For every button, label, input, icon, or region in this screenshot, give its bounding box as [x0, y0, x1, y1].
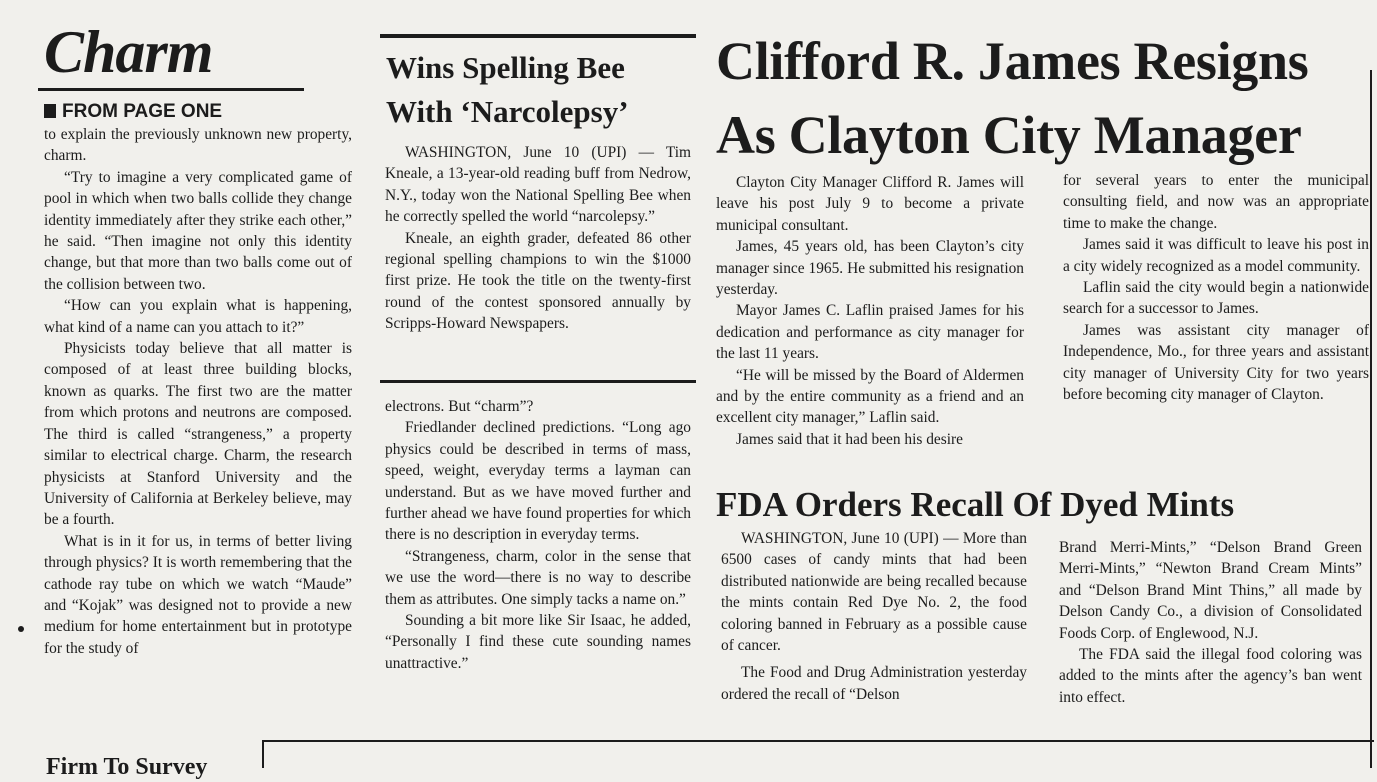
fda-column-2 — [1059, 537, 1362, 708]
firm-headline-partial: Firm To Survey — [46, 754, 208, 780]
jump-label: FROM PAGE ONE — [62, 101, 223, 122]
charm-paragraph: “Try to imagine a very complicated game of pool in which when two balls collide they change identity immediately after they strike each other,” he said. “Then imagine not only this identity change, but that more than two balls come out of the collision between two. — [44, 168, 352, 293]
spelling-headline-line2: With ‘Narcolepsy’ — [386, 94, 629, 129]
clifford-column-2 — [1063, 170, 1369, 405]
clifford-paragraph: James was assistant city manager of Independence, Mo., for three years and assistant city manager of University City for two years before becoming city manager of Clayton. — [1063, 321, 1369, 404]
bottom-box-top-rule — [262, 740, 1374, 742]
fda-column-1 — [721, 528, 1027, 705]
spelling-bottom-rule — [380, 380, 696, 383]
clifford-headline-line1: Clifford R. James Resigns — [716, 31, 1309, 91]
margin-bullet — [18, 626, 24, 632]
fda-headline: FDA Orders Recall Of Dyed Mints — [716, 485, 1235, 524]
spelling-bee-column — [385, 142, 691, 335]
charm-continued-paragraph: “Strangeness, charm, color in the sense that we use the word—there is no way to describe them as attributes. One simply tacks a name on.” — [385, 547, 691, 608]
spelling-top-rule — [380, 34, 696, 38]
clifford-headline — [716, 24, 1376, 172]
spelling-bee-headline — [386, 46, 696, 134]
charm-continued-paragraph: Sounding a bit more like Sir Isaac, he added, “Personally I find these cute sounding names unattractive.” — [385, 612, 691, 672]
spelling-paragraph: Kneale, an eighth grader, defeated 86 other regional spelling champions to win the $1000 first prize. He took the title on the twenty-first round of the contest sponsored annually by Scripps-Howard Newspapers. — [385, 229, 691, 333]
charm-paragraph: “How can you explain what is happening, what kind of a name can you attach to it?” — [44, 297, 352, 336]
from-page-one-jump — [44, 100, 222, 124]
clifford-paragraph: Laflin said the city would begin a nationwide search for a successor to James. — [1063, 279, 1369, 318]
clifford-headline-line2: As Clayton City Manager — [716, 105, 1302, 165]
clifford-paragraph: James, 45 years old, has been Clayton’s city manager since 1965. He submitted his resignation yesterday. — [716, 238, 1024, 299]
charm-headline: Charm — [44, 19, 213, 85]
clifford-paragraph: “He will be missed by the Board of Aldermen and by the entire community as a friend and an excellent city manager,” Laflin said. — [716, 366, 1024, 427]
charm-column — [44, 124, 352, 659]
charm-paragraph: What is in it for us, in terms of better living through physics? It is worth remembering that the cathode ray tube on which we watch “Maude” and “Kojak” was designed not to provide a new medium for home entertainment but in prototype for the study of — [44, 532, 352, 657]
clifford-paragraph: James said that it had been his desire — [736, 430, 963, 448]
bottom-box-left-rule — [262, 740, 264, 768]
spelling-paragraph: WASHINGTON, June 10 (UPI) — Tim Kneale, a 13-year-old reading buff from Nedrow, N.Y., today won the National Spelling Bee when he correctly spelled the world “narcolepsy.” — [385, 144, 691, 226]
charm-continued-column — [385, 396, 691, 674]
jump-square-marker — [44, 104, 56, 118]
clifford-paragraph: James said it was difficult to leave his post in a city widely recognized as a model community. — [1063, 236, 1369, 275]
fda-paragraph: Brand Merri-Mints,” “Delson Brand Green Merri-Mints,” “Newton Brand Cream Mints” and “Delson Brand Mint Thins,” all made by Delson Candy Co., a division of Consolidated Foods Corp. of Englewood, N.J. — [1059, 539, 1362, 642]
charm-paragraph: Physicists today believe that all matter is composed of at least three building blocks, known as quarks. The first two are the matter from which protons and neutrons are composed. The third is called “strangeness,” a property similar to electrical charge. Charm, the research physicists at Stanford University and the University of California at Berkeley believe, may be a fourth. — [44, 340, 352, 529]
clifford-paragraph: for several years to enter the municipal consulting field, and now was an appropriate time to make the change. — [1063, 172, 1369, 232]
clifford-column-1 — [716, 172, 1024, 450]
clifford-paragraph: Clayton City Manager Clifford R. James will leave his post July 9 to become a private municipal consultant. — [716, 174, 1024, 234]
right-border-rule — [1370, 70, 1372, 768]
charm-paragraph: to explain the previously unknown new property, charm. — [44, 126, 352, 165]
charm-continued-paragraph: Friedlander declined predictions. “Long ago physics could be described in terms of mass, speed, weight, everyday terms a layman can understand. But as we have moved further and further ahead we have found properties for which there is no description in everyday terms. — [385, 419, 691, 544]
fda-paragraph: The FDA said the illegal food coloring was added to the mints after the agency’s ban went into effect. — [1059, 646, 1362, 706]
charm-continued-paragraph: electrons. But “charm”? — [385, 398, 534, 415]
fda-paragraph: The Food and Drug Administration yesterday ordered the recall of “Delson — [721, 664, 1027, 703]
spelling-headline-line1: Wins Spelling Bee — [386, 50, 625, 85]
fda-paragraph: WASHINGTON, June 10 (UPI) — More than 6500 cases of candy mints that had been distributed nationwide are being recalled because the mints contain Red Dye No. 2, the food coloring banned in February as a possible cause of cancer. — [721, 530, 1027, 655]
clifford-paragraph: Mayor James C. Laflin praised James for his dedication and performance as city manager for the last 11 years. — [716, 302, 1024, 363]
